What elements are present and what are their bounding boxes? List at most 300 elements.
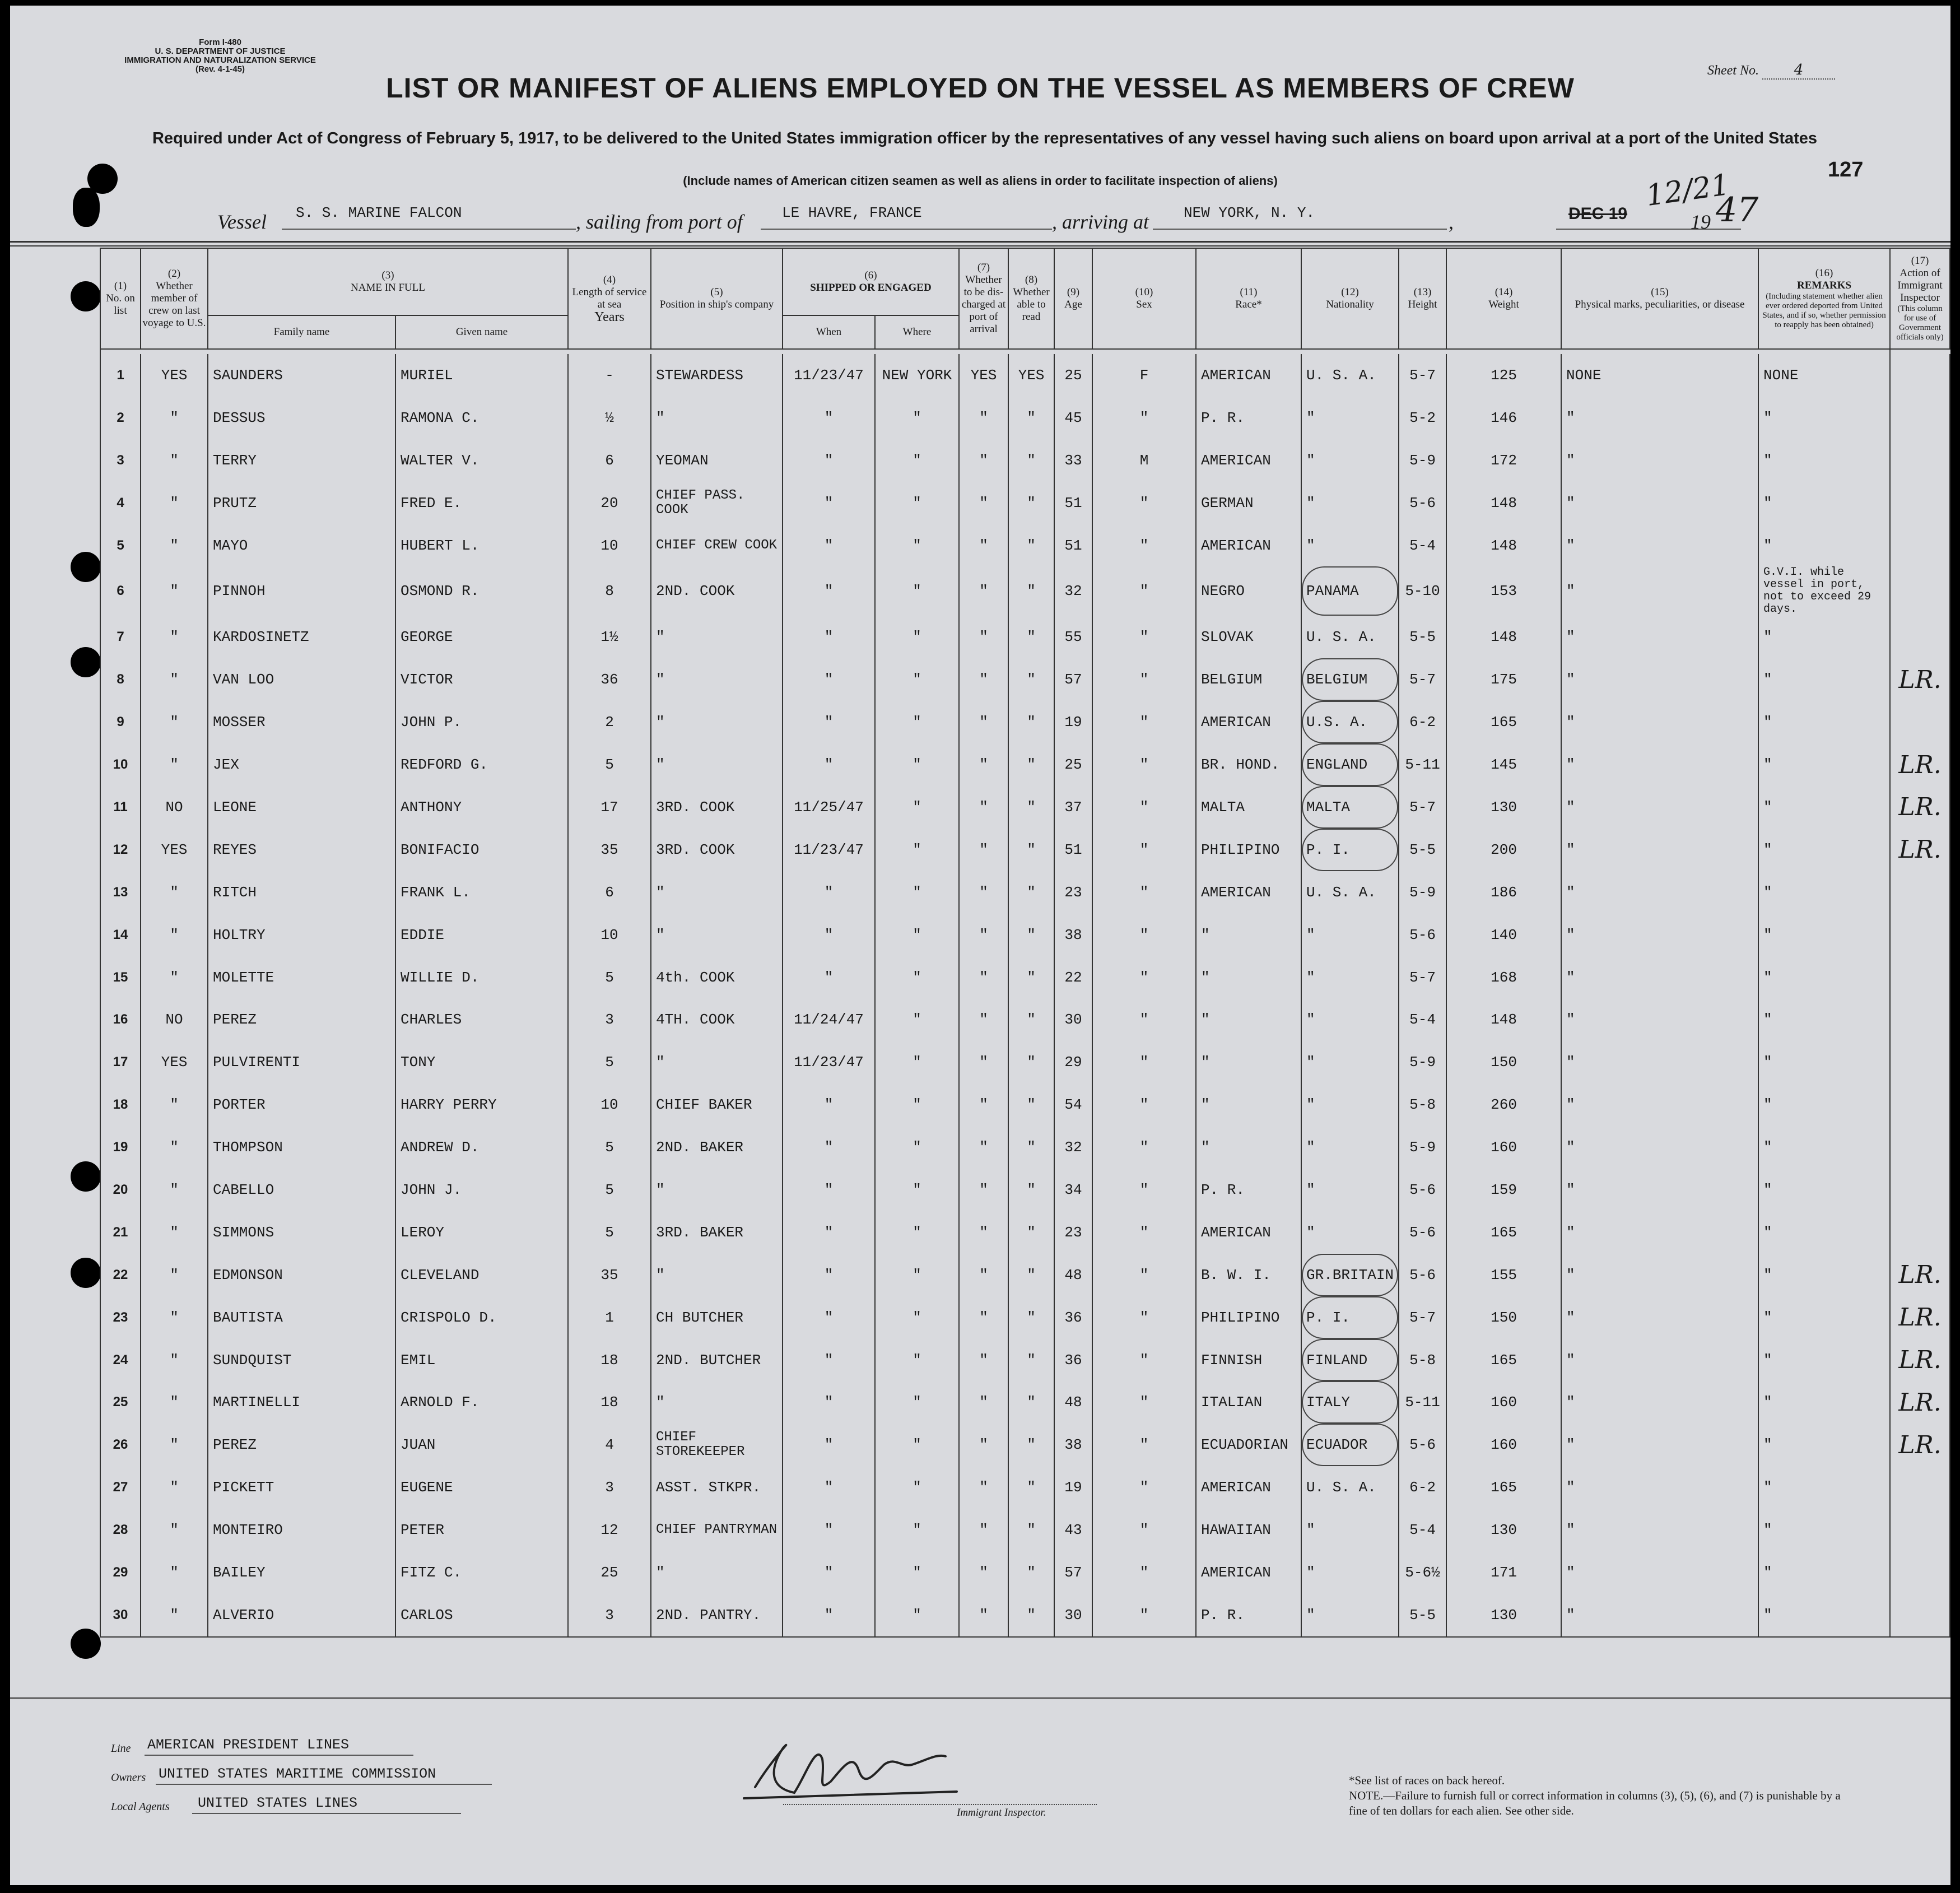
cell-action [1890,914,1950,956]
cell-given: CRISPOLO D. [395,1296,568,1339]
cell-race: AMERICAN [1196,701,1301,743]
cell-service: 5 [568,1169,651,1211]
cell-weight: 148 [1446,482,1561,524]
cell-family: PINNOH [208,566,395,616]
cell-when: " [783,743,875,786]
cell-family: SAUNDERS [208,354,395,397]
col-service-header: (4) Length of service at sea Years [568,248,651,349]
cell-sex: " [1092,1296,1196,1339]
cell-height: 5-9 [1399,439,1446,482]
year-label: 19 [1691,211,1711,233]
cell-action [1890,482,1950,524]
cell-sex: " [1092,1254,1196,1296]
cell-weight: 168 [1446,956,1561,999]
cell-member: " [141,439,208,482]
cell-where: " [875,871,959,914]
cell-position: 3RD. COOK [651,786,783,829]
cell-race: " [1196,914,1301,956]
cell-action [1890,354,1950,397]
cell-height: 5-8 [1399,1083,1446,1126]
cell-read: " [1008,1466,1054,1509]
cell-sex: M [1092,439,1196,482]
cell-height: 5-4 [1399,998,1446,1041]
cell-marks: " [1561,1254,1758,1296]
cell-family: KARDOSINETZ [208,616,395,658]
cell-when: " [783,524,875,567]
cell-age: 33 [1054,439,1092,482]
cell-where: " [875,743,959,786]
col-member-header: (2) Whether member of crew on last voyage to U.S. [141,248,208,349]
cell-sex: " [1092,786,1196,829]
owners-label: Owners [111,1771,146,1784]
cell-remarks: " [1758,1381,1890,1424]
cell-sex: " [1092,1594,1196,1637]
races-note: *See list of races on back hereof. [1349,1774,1505,1787]
cell-family: ALVERIO [208,1594,395,1637]
cell-service: 1½ [568,616,651,658]
col-position-header: (5) Position in ship's company [651,248,783,349]
cell-where: " [875,1041,959,1083]
col-nationality-header: (12) Nationality [1301,248,1399,349]
cell-member: " [141,1169,208,1211]
cell-read: " [1008,524,1054,567]
cell-where: " [875,1509,959,1551]
cell-marks: " [1561,1381,1758,1424]
cell-remarks: " [1758,616,1890,658]
col-race-header: (11) Race* [1196,248,1301,349]
agents-label: Local Agents [111,1801,170,1813]
cell-no: 7 [100,616,141,658]
cell-action: LR. [1890,1254,1950,1296]
form-subnote: (Include names of American citizen seamen as well as aliens in order to facilitate inspection of aliens) [683,174,1278,188]
col-remarks-header: (16) REMARKS (Including statement whether alien ever ordered deported from United States, and if so, whether permission to reapply has been obtained) [1758,248,1890,349]
cell-read: " [1008,439,1054,482]
cell-weight: 148 [1446,616,1561,658]
cell-family: MOLETTE [208,956,395,999]
cell-position: 2ND. BAKER [651,1126,783,1169]
cell-position: CHIEF CREW COOK [651,524,783,567]
cell-race: AMERICAN [1196,1466,1301,1509]
cell-action [1890,1594,1950,1637]
cell-disch: " [959,1509,1008,1551]
cell-age: 29 [1054,1041,1092,1083]
cell-read: " [1008,1296,1054,1339]
cell-when: " [783,1296,875,1339]
table-row [100,1211,1950,1254]
cell-family: PICKETT [208,1466,395,1509]
cell-nat: " [1301,1551,1399,1594]
cell-read: " [1008,1339,1054,1382]
cell-marks: " [1561,1466,1758,1509]
table-row [100,1381,1950,1424]
cell-family: LEONE [208,786,395,829]
cell-disch: " [959,1381,1008,1424]
inspector-signature [733,1725,996,1810]
cell-weight: 171 [1446,1551,1561,1594]
cell-when: " [783,482,875,524]
cell-remarks: " [1758,1169,1890,1211]
cell-sex: " [1092,956,1196,999]
cell-where: " [875,482,959,524]
cell-race: P. R. [1196,397,1301,439]
cell-weight: 153 [1446,566,1561,616]
col-where-header: Where [875,315,959,349]
cell-race: GERMAN [1196,482,1301,524]
cell-age: 30 [1054,998,1092,1041]
cell-member: " [141,658,208,701]
agents-value: UNITED STATES LINES [198,1795,358,1811]
cell-race: B. W. I. [1196,1254,1301,1296]
cell-member: " [141,1126,208,1169]
col-age-header: (9) Age [1054,248,1092,349]
cell-nat: GR.BRITAIN [1301,1254,1399,1296]
cell-member: NO [141,998,208,1041]
cell-sex: " [1092,1424,1196,1466]
cell-weight: 145 [1446,743,1561,786]
col-no-header: (1) No. on list [100,248,141,349]
cell-where: " [875,397,959,439]
cell-service: 25 [568,1551,651,1594]
table-row [100,1169,1950,1211]
cell-height: 5-6 [1399,914,1446,956]
cell-weight: 172 [1446,439,1561,482]
cell-marks: " [1561,1126,1758,1169]
cell-weight: 159 [1446,1169,1561,1211]
cell-when: " [783,1466,875,1509]
cell-race: AMERICAN [1196,354,1301,397]
cell-when: " [783,439,875,482]
cell-action [1890,397,1950,439]
cell-family: CABELLO [208,1169,395,1211]
port-of-arrival: NEW YORK, N. Y. [1184,204,1315,221]
cell-no: 26 [100,1424,141,1466]
cell-no: 16 [100,998,141,1041]
cell-service: 5 [568,956,651,999]
cell-where: " [875,786,959,829]
cell-remarks: " [1758,956,1890,999]
cell-read: " [1008,829,1054,871]
cell-no: 28 [100,1509,141,1551]
cell-age: 32 [1054,1126,1092,1169]
cell-height: 5-4 [1399,524,1446,567]
cell-remarks: " [1758,658,1890,701]
cell-height: 6-2 [1399,1466,1446,1509]
cell-action [1890,1126,1950,1169]
cell-read: " [1008,914,1054,956]
cell-disch: " [959,566,1008,616]
cell-read: " [1008,1381,1054,1424]
table-row [100,786,1950,829]
cell-disch: " [959,743,1008,786]
cell-race: SLOVAK [1196,616,1301,658]
cell-no: 17 [100,1041,141,1083]
cell-remarks: " [1758,1509,1890,1551]
cell-no: 3 [100,439,141,482]
cell-when: " [783,1381,875,1424]
cell-when: " [783,956,875,999]
cell-service: - [568,354,651,397]
punch-hole [71,552,101,582]
cell-marks: NONE [1561,354,1758,397]
cell-position: 3RD. COOK [651,829,783,871]
cell-sex: F [1092,354,1196,397]
cell-read: " [1008,743,1054,786]
cell-height: 6-2 [1399,701,1446,743]
cell-where: " [875,1594,959,1637]
cell-position: " [651,1551,783,1594]
cell-nat: " [1301,524,1399,567]
table-row [100,482,1950,524]
cell-race: HAWAIIAN [1196,1509,1301,1551]
cell-when: " [783,1169,875,1211]
cell-action: LR. [1890,1381,1950,1424]
cell-weight: 148 [1446,998,1561,1041]
cell-marks: " [1561,1551,1758,1594]
cell-read: " [1008,786,1054,829]
cell-where: " [875,658,959,701]
cell-weight: 160 [1446,1424,1561,1466]
cell-race: AMERICAN [1196,1551,1301,1594]
cell-action [1890,701,1950,743]
cell-given: EDDIE [395,914,568,956]
cell-action [1890,1041,1950,1083]
cell-age: 57 [1054,658,1092,701]
cell-position: STEWARDESS [651,354,783,397]
cell-age: 22 [1054,956,1092,999]
cell-position: ASST. STKPR. [651,1466,783,1509]
cell-no: 13 [100,871,141,914]
cell-member: " [141,1424,208,1466]
table-row [100,701,1950,743]
cell-given: HARRY PERRY [395,1083,568,1126]
cell-service: ½ [568,397,651,439]
cell-disch: " [959,914,1008,956]
cell-member: " [141,914,208,956]
cell-weight: 175 [1446,658,1561,701]
cell-member: " [141,1296,208,1339]
cell-member: " [141,1551,208,1594]
date-handwritten: 12/21 [1644,168,1732,213]
cell-service: 6 [568,871,651,914]
cell-nat: " [1301,1509,1399,1551]
cell-where: " [875,701,959,743]
table-row [100,871,1950,914]
cell-when: " [783,914,875,956]
cell-remarks: " [1758,1551,1890,1594]
cell-weight: 260 [1446,1083,1561,1126]
cell-family: PEREZ [208,1424,395,1466]
cell-race: FINNISH [1196,1339,1301,1382]
cell-remarks: " [1758,1466,1890,1509]
cell-disch: " [959,616,1008,658]
cell-marks: " [1561,998,1758,1041]
cell-remarks: " [1758,829,1890,871]
cell-disch: " [959,524,1008,567]
cell-age: 32 [1054,566,1092,616]
cell-no: 6 [100,566,141,616]
cell-height: 5-7 [1399,354,1446,397]
cell-disch: " [959,871,1008,914]
cell-no: 9 [100,701,141,743]
cell-when: " [783,1424,875,1466]
cell-marks: " [1561,1424,1758,1466]
cell-no: 18 [100,1083,141,1126]
cell-race: P. R. [1196,1169,1301,1211]
cell-given: BONIFACIO [395,829,568,871]
cell-remarks: " [1758,701,1890,743]
cell-disch: " [959,1339,1008,1382]
cell-read: " [1008,701,1054,743]
cell-service: 5 [568,1041,651,1083]
cell-height: 5-2 [1399,397,1446,439]
cell-age: 36 [1054,1339,1092,1382]
cell-action [1890,1509,1950,1551]
cell-age: 48 [1054,1254,1092,1296]
cell-where: NEW YORK [875,354,959,397]
cell-no: 11 [100,786,141,829]
cell-service: 10 [568,914,651,956]
cell-age: 45 [1054,397,1092,439]
punch-hole [71,1258,101,1288]
cell-disch: " [959,701,1008,743]
cell-read: " [1008,1169,1054,1211]
cell-service: 10 [568,1083,651,1126]
cell-nat: " [1301,956,1399,999]
cell-sex: " [1092,1083,1196,1126]
cell-given: CLEVELAND [395,1254,568,1296]
cell-member: " [141,1211,208,1254]
cell-weight: 165 [1446,1339,1561,1382]
cell-where: " [875,914,959,956]
col-sex-header: (10) Sex [1092,248,1196,349]
cell-service: 8 [568,566,651,616]
col-shipped-header: (6) SHIPPED OR ENGAGED [783,248,959,315]
cell-marks: " [1561,701,1758,743]
cell-no: 5 [100,524,141,567]
cell-family: EDMONSON [208,1254,395,1296]
cell-when: " [783,1551,875,1594]
cell-given: OSMOND R. [395,566,568,616]
cell-race: " [1196,956,1301,999]
cell-action [1890,616,1950,658]
punch-hole [71,1629,101,1659]
cell-position: 2ND. BUTCHER [651,1339,783,1382]
cell-race: " [1196,1041,1301,1083]
cell-marks: " [1561,829,1758,871]
table-row [100,914,1950,956]
cell-sex: " [1092,829,1196,871]
cell-action: LR. [1890,786,1950,829]
cell-where: " [875,1126,959,1169]
cell-family: TERRY [208,439,395,482]
cell-member: " [141,1083,208,1126]
cell-race: AMERICAN [1196,871,1301,914]
cell-given: EMIL [395,1339,568,1382]
cell-marks: " [1561,1211,1758,1254]
cell-service: 17 [568,786,651,829]
col-action-header: (17) Action of Immigrant Inspector (This column for use of Government officials only) [1890,248,1950,349]
cell-disch: " [959,1594,1008,1637]
cell-family: SUNDQUIST [208,1339,395,1382]
cell-service: 18 [568,1339,651,1382]
cell-marks: " [1561,743,1758,786]
col-name-header: (3) NAME IN FULL [208,248,568,315]
cell-given: FRANK L. [395,871,568,914]
table-row [100,743,1950,786]
cell-nat: ECUADOR [1301,1424,1399,1466]
cell-height: 5-5 [1399,1594,1446,1637]
cell-family: HOLTRY [208,914,395,956]
cell-age: 51 [1054,524,1092,567]
cell-family: BAUTISTA [208,1296,395,1339]
cell-disch: " [959,1083,1008,1126]
cell-position: CH BUTCHER [651,1296,783,1339]
cell-member: " [141,1509,208,1551]
table-row [100,1126,1950,1169]
cell-race: BR. HOND. [1196,743,1301,786]
cell-given: PETER [395,1509,568,1551]
table-row [100,1509,1950,1551]
cell-given: CARLOS [395,1594,568,1637]
cell-when: " [783,1509,875,1551]
cell-given: JOHN J. [395,1169,568,1211]
cell-sex: " [1092,743,1196,786]
cell-action [1890,998,1950,1041]
cell-sex: " [1092,871,1196,914]
cell-no: 21 [100,1211,141,1254]
cell-when: 11/23/47 [783,1041,875,1083]
form-dept: U. S. DEPARTMENT OF JUSTICE [155,46,286,56]
cell-age: 19 [1054,1466,1092,1509]
cell-where: " [875,1254,959,1296]
cell-read: " [1008,1254,1054,1296]
cell-action: LR. [1890,1296,1950,1339]
cell-where: " [875,998,959,1041]
cell-read: " [1008,871,1054,914]
sheet-value: 4 [1762,62,1835,80]
cell-service: 5 [568,1211,651,1254]
cell-when: " [783,566,875,616]
cell-read: " [1008,397,1054,439]
cell-disch: " [959,1169,1008,1211]
col-discharged-header: (7) Whether to be dis-charged at port of arrival [959,248,1008,349]
cell-remarks: " [1758,786,1890,829]
cell-marks: " [1561,658,1758,701]
cell-read: YES [1008,354,1054,397]
cell-height: 5-9 [1399,1041,1446,1083]
cell-weight: 150 [1446,1041,1561,1083]
cell-race: BELGIUM [1196,658,1301,701]
col-weight-header: (14) Weight [1446,248,1561,349]
cell-action [1890,524,1950,567]
cell-where: " [875,1424,959,1466]
cell-member: " [141,1594,208,1637]
cell-action [1890,1551,1950,1594]
cell-no: 2 [100,397,141,439]
cell-when: " [783,701,875,743]
cell-member: " [141,397,208,439]
sailing-label: , sailing from port of [576,211,743,233]
cell-member: YES [141,1041,208,1083]
cell-nat: " [1301,1041,1399,1083]
cell-race: ECUADORIAN [1196,1424,1301,1466]
cell-marks: " [1561,956,1758,999]
cell-sex: " [1092,658,1196,701]
col-when-header: When [783,315,875,349]
cell-marks: " [1561,482,1758,524]
cell-disch: " [959,998,1008,1041]
inspector-label: Immigrant Inspector. [957,1807,1046,1818]
